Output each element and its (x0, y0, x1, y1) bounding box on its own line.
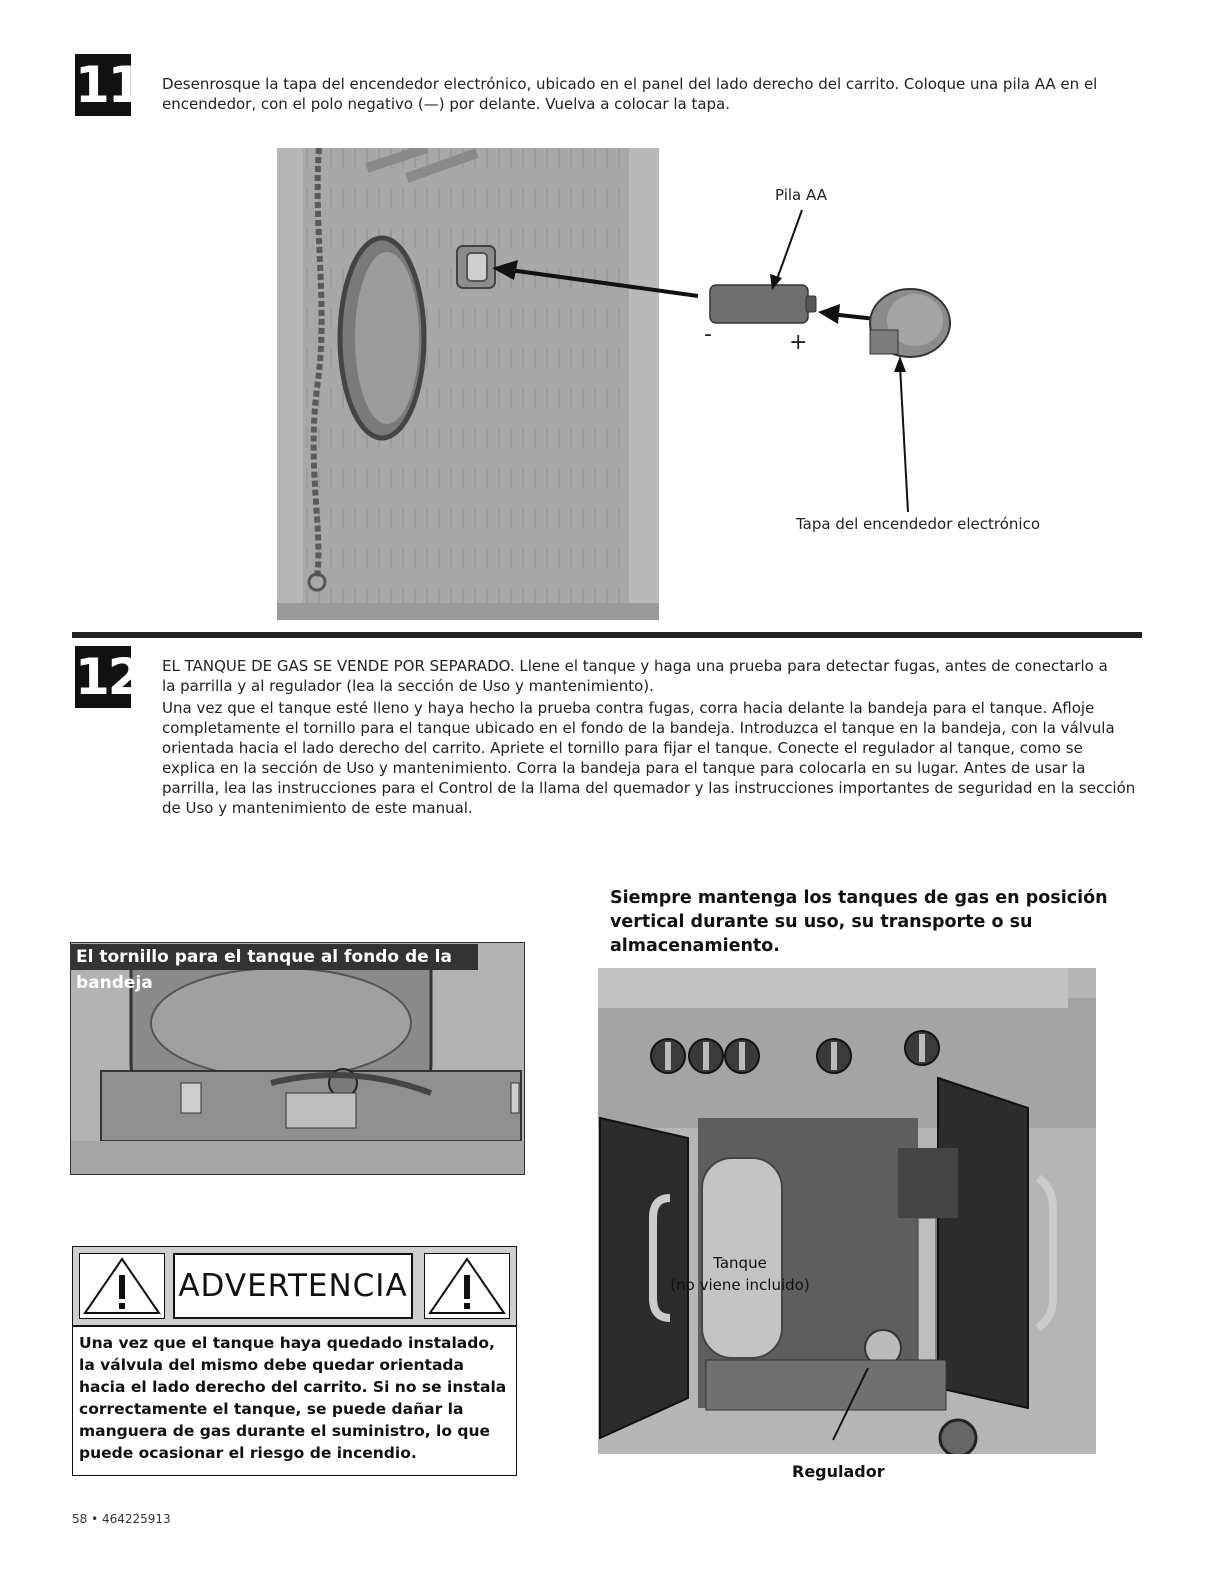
tank-label-line-1: Tanque (713, 1254, 767, 1272)
warning-title-box (173, 1253, 413, 1319)
warning-triangle-icon (424, 1253, 510, 1319)
step-11-badge: 11 (75, 56, 141, 114)
battery-assembly-diagram (470, 180, 990, 530)
step-12-paragraph-1: EL TANQUE DE GAS SE VENDE POR SEPARADO. Llene el tanque y haga una prueba para detectar fugas, antes de conectarlo a la parrilla y al regulador (lea la sección de Uso y mantenimiento). (162, 657, 1108, 695)
warning-header (73, 1247, 516, 1327)
tank-label (660, 1252, 820, 1296)
page-footer: 58 • 464225913 (72, 1512, 171, 1526)
warning-triangle-icon (79, 1253, 165, 1319)
regulator-label: Regulador (792, 1462, 885, 1481)
tank-label-line-2: (no viene incluido) (670, 1276, 810, 1294)
minus-sign: - (704, 322, 712, 347)
cart-illustration (598, 968, 1096, 1454)
battery-label: Pila AA (775, 186, 827, 204)
cap-label: Tapa del encendedor electrónico (796, 515, 1041, 533)
insert-arrow (510, 270, 698, 296)
step-12-paragraph-2: Una vez que el tanque esté lleno y haya hecho la prueba contra fugas, corra hacia delante la bandeja para el tanque. Afloje completamente el tornillo para el tanque ubicado en el fondo de la bandeja. Introduzca el tanque en la bandeja, con la válvula orientada hacia el lado derecho del carrito. Apriete el tornillo para fijar el tanque. Conecte el regulador al tanque, como se explica en la sección de Uso y mantenimiento. Corra la bandeja para el tanque para colocarla en su lugar. Antes de usar la parrilla, lea las instrucciones para el Control de la llama del quemador y las instrucciones importantes de seguridad en la sección de Uso y mantenimiento de este manual. (162, 699, 1136, 817)
warning-title: ADVERTENCIA (178, 1268, 408, 1304)
warning-box (72, 1246, 517, 1476)
cart-figure (598, 968, 1096, 1454)
battery-icon (710, 285, 808, 323)
step-11-text: Desenrosque la tapa del encendedor electrónico, ubicado en el panel del lado derecho del carrito. Coloque una pila AA en el encendedor, con el polo negativo (—) por delante. Vuelva a colocar la tapa. (162, 75, 1098, 113)
tray-caption: El tornillo para el tanque al fondo de la bandeja (70, 944, 478, 970)
insert-arrow-head (492, 260, 518, 280)
step-12-badge: 12 (75, 648, 141, 706)
warning-text: Una vez que el tanque haya quedado instalado, la válvula del mismo debe quedar orientada hacia el lado derecho del carrito. Si no se instala correctamente el tanque, se puede dañar la manguera de gas durante el suministro, lo que puede ocasionar el riesgo de incendio. (79, 1334, 507, 1462)
vertical-position-note: Siempre mantenga los tanques de gas en posición vertical durante su uso, su transporte o su almacenamiento. (610, 888, 1108, 956)
plus-sign: + (789, 330, 808, 355)
section-divider (72, 632, 1142, 638)
